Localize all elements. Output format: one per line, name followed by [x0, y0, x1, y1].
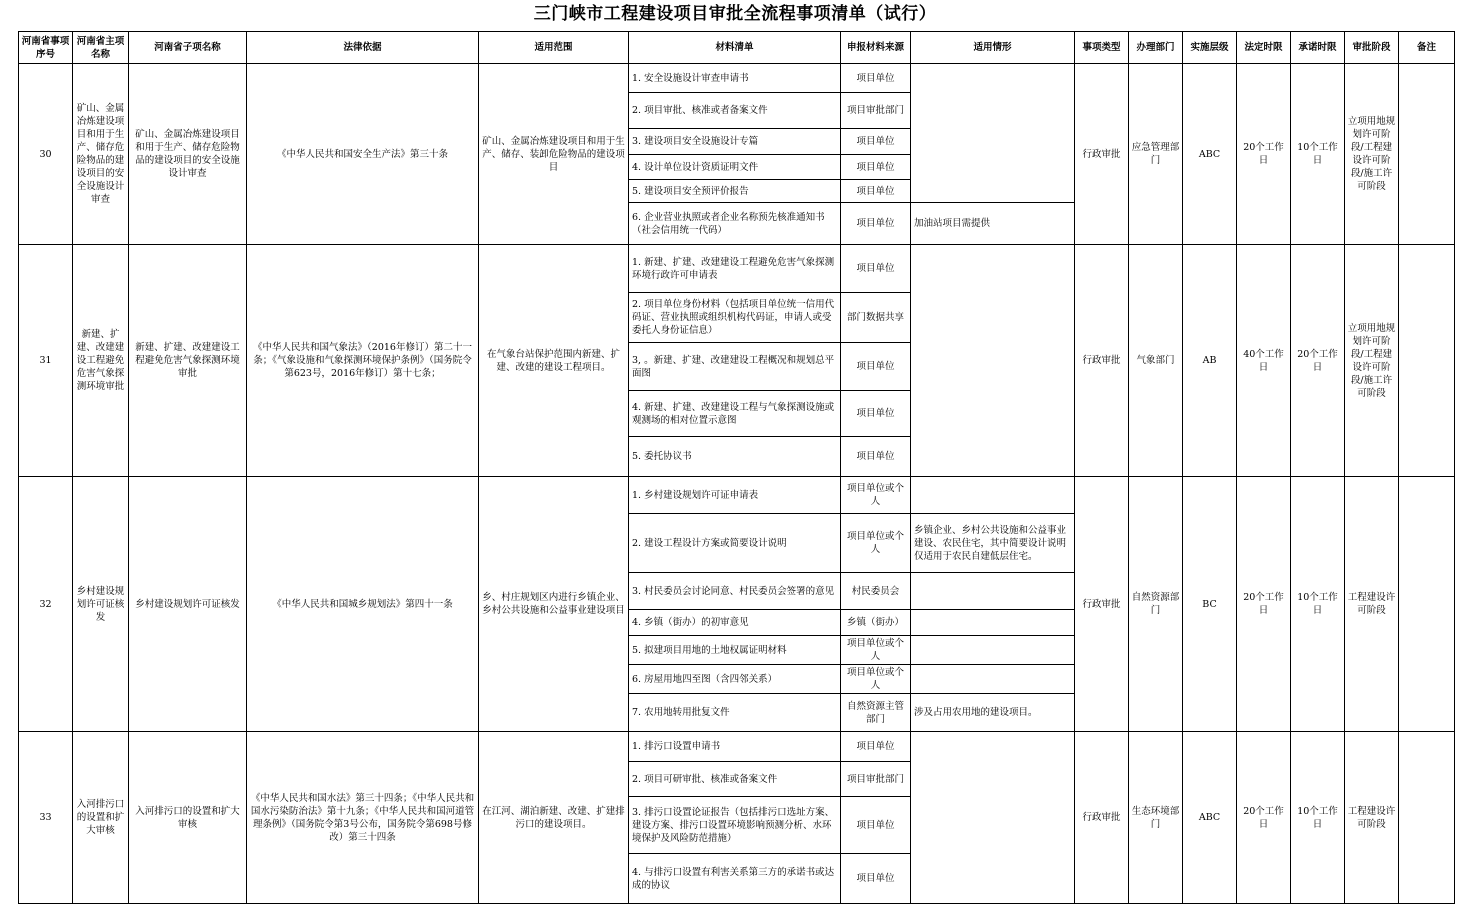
cell-type: 行政审批 — [1075, 245, 1129, 477]
cell-law: 《中华人民共和国水法》第三十四条；《中华人民共和国水污染防治法》第十九条；《中华人民共和国河道管理条例》（国务院令第3号公布，国务院令第698号修改）第三十四条 — [247, 732, 479, 904]
table-row — [19, 245, 1455, 293]
cell-main: 乡村建设规划许可证核发 — [73, 477, 129, 732]
table-row — [19, 477, 1455, 514]
cell-level: ABC — [1183, 732, 1237, 904]
cell-sub: 矿山、金属冶炼建设项目和用于生产、储存危险物品的建设项目的安全设施设计审查 — [129, 64, 247, 245]
cell-type: 行政审批 — [1075, 732, 1129, 904]
cell-material: 3. 建设项目安全设施设计专篇 — [629, 129, 841, 155]
header-remark: 备注 — [1399, 32, 1455, 64]
header-scope: 适用范围 — [479, 32, 629, 64]
cell-type: 行政审批 — [1075, 64, 1129, 245]
table-row — [19, 732, 1455, 762]
cell-situation — [911, 64, 1075, 203]
cell-seq: 30 — [19, 64, 73, 245]
cell-law: 《中华人民共和国安全生产法》第三十条 — [247, 64, 479, 245]
page-title: 三门峡市工程建设项目审批全流程事项清单（试行） — [533, 4, 937, 24]
cell-legal-limit: 20个工作日 — [1237, 64, 1291, 245]
cell-main: 矿山、金属冶炼建设项目和用于生产、储存危险物品的建设项目的安全设施设计审查 — [73, 64, 129, 245]
cell-seq: 33 — [19, 732, 73, 904]
cell-material: 2. 项目单位身份材料（包括项目单位统一信用代码证、营业执照或组织机构代码证，申请人或受委托人身份证信息） — [629, 293, 841, 343]
cell-source: 项目审批部门 — [841, 93, 911, 129]
cell-scope: 矿山、金属冶炼建设项目和用于生产、储存、装卸危险物品的建设项目 — [479, 64, 629, 245]
cell-dept: 应急管理部门 — [1129, 64, 1183, 245]
cell-remark — [1399, 732, 1455, 904]
cell-situation — [911, 665, 1075, 694]
header-source: 申报材料来源 — [841, 32, 911, 64]
cell-source: 自然资源主管部门 — [841, 694, 911, 732]
cell-source: 项目单位 — [841, 391, 911, 437]
cell-source: 项目单位 — [841, 797, 911, 854]
cell-scope: 在江河、湖泊新建、改建、扩建排污口的建设项目。 — [479, 732, 629, 904]
cell-stage: 工程建设许可阶段 — [1345, 732, 1399, 904]
cell-main: 入河排污口的设置和扩大审核 — [73, 732, 129, 904]
cell-promise-limit: 10个工作日 — [1291, 477, 1345, 732]
header-dept: 办理部门 — [1129, 32, 1183, 64]
header-type: 事项类型 — [1075, 32, 1129, 64]
cell-stage: 立项用地规划许可阶段/工程建设许可阶段/施工许可阶段 — [1345, 64, 1399, 245]
cell-material: 5. 拟建项目用地的土地权属证明材料 — [629, 636, 841, 665]
cell-source: 村民委员会 — [841, 573, 911, 610]
cell-dept: 气象部门 — [1129, 245, 1183, 477]
cell-material: 6. 房屋用地四至图（含四邻关系） — [629, 665, 841, 694]
cell-scope: 乡、村庄规划区内进行乡镇企业、乡村公共设施和公益事业建设项目 — [479, 477, 629, 732]
cell-sub: 乡村建设规划许可证核发 — [129, 477, 247, 732]
cell-situation — [911, 573, 1075, 610]
items-table — [18, 31, 1455, 904]
cell-situation — [911, 477, 1075, 514]
cell-source: 部门数据共享 — [841, 293, 911, 343]
header-sub: 河南省子项名称 — [129, 32, 247, 64]
cell-dept: 自然资源部门 — [1129, 477, 1183, 732]
header-legal-limit: 法定时限 — [1237, 32, 1291, 64]
header-level: 实施层级 — [1183, 32, 1237, 64]
cell-remark — [1399, 477, 1455, 732]
cell-sub: 新建、扩建、改建建设工程避免危害气象探测环境审批 — [129, 245, 247, 477]
cell-source: 项目单位或个人 — [841, 514, 911, 573]
cell-material: 5. 委托协议书 — [629, 437, 841, 477]
cell-situation — [911, 732, 1075, 904]
cell-law: 《中华人民共和国城乡规划法》第四十一条 — [247, 477, 479, 732]
cell-material: 2. 项目可研审批、核准或备案文件 — [629, 762, 841, 797]
cell-source: 项目单位 — [841, 64, 911, 93]
cell-source: 项目单位 — [841, 854, 911, 904]
cell-material: 3. 村民委员会讨论同意、村民委员会签署的意见 — [629, 573, 841, 610]
cell-remark — [1399, 245, 1455, 477]
cell-material: 3. 排污口设置论证报告（包括排污口选址方案、建设方案、排污口设置环境影响预测分析、水环境保护及风险防范措施） — [629, 797, 841, 854]
cell-source: 项目审批部门 — [841, 762, 911, 797]
cell-situation: 乡镇企业、乡村公共设施和公益事业建设、农民住宅，其中简要设计说明仅适用于农民自建低层住宅。 — [911, 514, 1075, 573]
cell-material: 1. 排污口设置申请书 — [629, 732, 841, 762]
cell-promise-limit: 10个工作日 — [1291, 64, 1345, 245]
cell-material: 1. 新建、扩建、改建建设工程避免危害气象探测环境行政许可申请表 — [629, 245, 841, 293]
cell-source: 项目单位 — [841, 343, 911, 391]
header-promise-limit: 承诺时限 — [1291, 32, 1345, 64]
cell-main: 新建、扩建、改建建设工程避免危害气象探测环境审批 — [73, 245, 129, 477]
cell-type: 行政审批 — [1075, 477, 1129, 732]
cell-source: 项目单位 — [841, 203, 911, 245]
cell-scope: 在气象台站保护范围内新建、扩建、改建的建设工程项目。 — [479, 245, 629, 477]
cell-legal-limit: 20个工作日 — [1237, 732, 1291, 904]
cell-material: 4. 与排污口设置有利害关系第三方的承诺书或达成的协议 — [629, 854, 841, 904]
cell-material: 3, 。新建、扩建、改建建设工程概况和规划总平面图 — [629, 343, 841, 391]
header-materials: 材料清单 — [629, 32, 841, 64]
cell-seq: 31 — [19, 245, 73, 477]
cell-legal-limit: 40个工作日 — [1237, 245, 1291, 477]
cell-level: BC — [1183, 477, 1237, 732]
cell-material: 6. 企业营业执照或者企业名称预先核准通知书（社会信用统一代码） — [629, 203, 841, 245]
cell-dept: 生态环境部门 — [1129, 732, 1183, 904]
cell-source: 项目单位 — [841, 437, 911, 477]
cell-stage: 工程建设许可阶段 — [1345, 477, 1399, 732]
cell-promise-limit: 20个工作日 — [1291, 245, 1345, 477]
cell-law: 《中华人民共和国气象法》（2016年修订）第二十一条；《气象设施和气象探测环境保护条例》（国务院令第623号，2016年修订）第十七条； — [247, 245, 479, 477]
cell-situation — [911, 610, 1075, 636]
cell-level: ABC — [1183, 64, 1237, 245]
cell-source: 项目单位或个人 — [841, 636, 911, 665]
header-main: 河南省主项名称 — [73, 32, 129, 64]
cell-material: 2. 项目审批、核准或者备案文件 — [629, 93, 841, 129]
cell-source: 项目单位 — [841, 180, 911, 203]
cell-remark — [1399, 64, 1455, 245]
cell-situation: 涉及占用农用地的建设项目。 — [911, 694, 1075, 732]
cell-legal-limit: 20个工作日 — [1237, 477, 1291, 732]
cell-material: 2. 建设工程设计方案或简要设计说明 — [629, 514, 841, 573]
cell-material: 7. 农用地转用批复文件 — [629, 694, 841, 732]
cell-sub: 入河排污口的设置和扩大审核 — [129, 732, 247, 904]
cell-situation: 加油站项目需提供 — [911, 203, 1075, 245]
cell-material: 4. 新建、扩建、改建建设工程与气象探测设施或观测场的相对位置示意图 — [629, 391, 841, 437]
header-law: 法律依据 — [247, 32, 479, 64]
cell-source: 项目单位 — [841, 129, 911, 155]
cell-source: 项目单位 — [841, 245, 911, 293]
header-seq: 河南省事项序号 — [19, 32, 73, 64]
cell-stage: 立项用地规划许可阶段/工程建设许可阶段/施工许可阶段 — [1345, 245, 1399, 477]
cell-material: 1. 安全设施设计审查申请书 — [629, 64, 841, 93]
cell-material: 5. 建设项目安全预评价报告 — [629, 180, 841, 203]
cell-level: AB — [1183, 245, 1237, 477]
cell-seq: 32 — [19, 477, 73, 732]
cell-material: 1. 乡村建设规划许可证申请表 — [629, 477, 841, 514]
cell-source: 项目单位或个人 — [841, 477, 911, 514]
cell-source: 项目单位或个人 — [841, 665, 911, 694]
cell-material: 4. 设计单位设计资质证明文件 — [629, 155, 841, 180]
cell-material: 4. 乡镇（街办）的初审意见 — [629, 610, 841, 636]
cell-source: 项目单位 — [841, 732, 911, 762]
cell-source: 乡镇（街办） — [841, 610, 911, 636]
cell-situation — [911, 245, 1075, 477]
header-stage: 审批阶段 — [1345, 32, 1399, 64]
table-row — [19, 64, 1455, 93]
cell-promise-limit: 10个工作日 — [1291, 732, 1345, 904]
header-situation: 适用情形 — [911, 32, 1075, 64]
cell-situation — [911, 636, 1075, 665]
header-row — [19, 32, 1455, 64]
cell-source: 项目单位 — [841, 155, 911, 180]
